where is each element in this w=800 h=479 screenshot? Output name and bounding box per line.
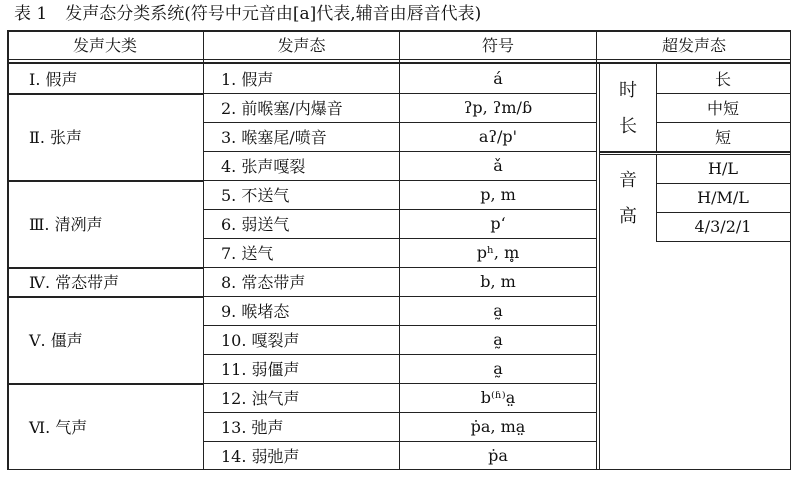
pitch-label-top: 音 bbox=[619, 170, 637, 191]
symbol-cell: aʔ/p' bbox=[478, 127, 518, 146]
category-cell: Ⅳ. 常态带声 bbox=[29, 273, 120, 292]
table-number: 表 1 bbox=[14, 4, 48, 24]
symbol-cell: a̰ bbox=[493, 330, 503, 349]
symbol-cell: ʔp, ʔm/ɓ bbox=[463, 98, 533, 117]
phonation-state-cell: 6. 弱送气 bbox=[221, 215, 290, 234]
symbol-cell: pʰ, m̥ bbox=[476, 243, 520, 262]
phonation-state-cell: 2. 前喉塞/内爆音 bbox=[221, 99, 343, 118]
duration-value: 中短 bbox=[706, 99, 739, 118]
symbol-cell: ṗa bbox=[488, 446, 508, 465]
category-cell: Ⅴ. 僵声 bbox=[29, 331, 83, 350]
duration-label-bottom: 长 bbox=[619, 116, 637, 137]
symbol-cell: á bbox=[493, 69, 503, 88]
category-cell: Ⅲ. 清冽声 bbox=[29, 215, 103, 234]
pitch-value: H/M/L bbox=[697, 188, 749, 207]
header-phonation: 发声态 bbox=[277, 36, 326, 55]
pitch-label-bottom: 高 bbox=[619, 206, 637, 227]
symbol-cell: b⁽ʱ⁾a̤ bbox=[480, 388, 516, 407]
duration-label-top: 时 bbox=[619, 80, 637, 101]
phonation-state-cell: 9. 喉堵态 bbox=[221, 302, 290, 321]
pitch-value: H/L bbox=[708, 159, 738, 178]
symbol-cell: pʻ bbox=[490, 214, 506, 233]
category-cell: Ⅱ. 张声 bbox=[29, 128, 83, 147]
header-supra: 超发声态 bbox=[661, 36, 726, 55]
symbol-cell: a̰ bbox=[493, 359, 503, 378]
phonation-state-cell: 14. 弱弛声 bbox=[221, 447, 300, 466]
phonation-table bbox=[7, 30, 791, 470]
header-category: 发声大类 bbox=[72, 36, 137, 55]
symbol-cell: b, m bbox=[480, 272, 516, 291]
symbol-cell: a̰ bbox=[493, 301, 503, 320]
phonation-state-cell: 5. 不送气 bbox=[221, 186, 290, 205]
phonation-state-cell: 10. 嘎裂声 bbox=[221, 331, 300, 350]
duration-value: 长 bbox=[714, 70, 731, 89]
phonation-state-cell: 12. 浊气声 bbox=[221, 389, 300, 408]
table-caption bbox=[14, 2, 481, 26]
phonation-state-cell: 11. 弱僵声 bbox=[221, 360, 300, 379]
phonation-state-cell: 7. 送气 bbox=[221, 244, 274, 263]
symbol-cell: ǎ bbox=[493, 156, 503, 175]
phonation-state-cell: 4. 张声嘎裂 bbox=[221, 157, 306, 176]
category-cell: Ⅰ. 假声 bbox=[29, 70, 78, 89]
phonation-state-cell: 1. 假声 bbox=[221, 70, 274, 89]
pitch-value: 4/3/2/1 bbox=[694, 217, 752, 236]
symbol-cell: p, m bbox=[480, 185, 516, 204]
header-symbol: 符号 bbox=[481, 36, 514, 55]
phonation-state-cell: 3. 喉塞尾/喷音 bbox=[221, 128, 327, 147]
category-cell: Ⅵ. 气声 bbox=[29, 418, 88, 437]
phonation-state-cell: 8. 常态带声 bbox=[221, 273, 306, 292]
symbol-cell: ṗa, ma̤ bbox=[470, 417, 526, 436]
duration-value: 短 bbox=[714, 128, 731, 147]
table-title: 发声态分类系统(符号中元音由[a]代表,辅音由唇音代表) bbox=[65, 4, 482, 24]
phonation-state-cell: 13. 弛声 bbox=[221, 418, 284, 437]
